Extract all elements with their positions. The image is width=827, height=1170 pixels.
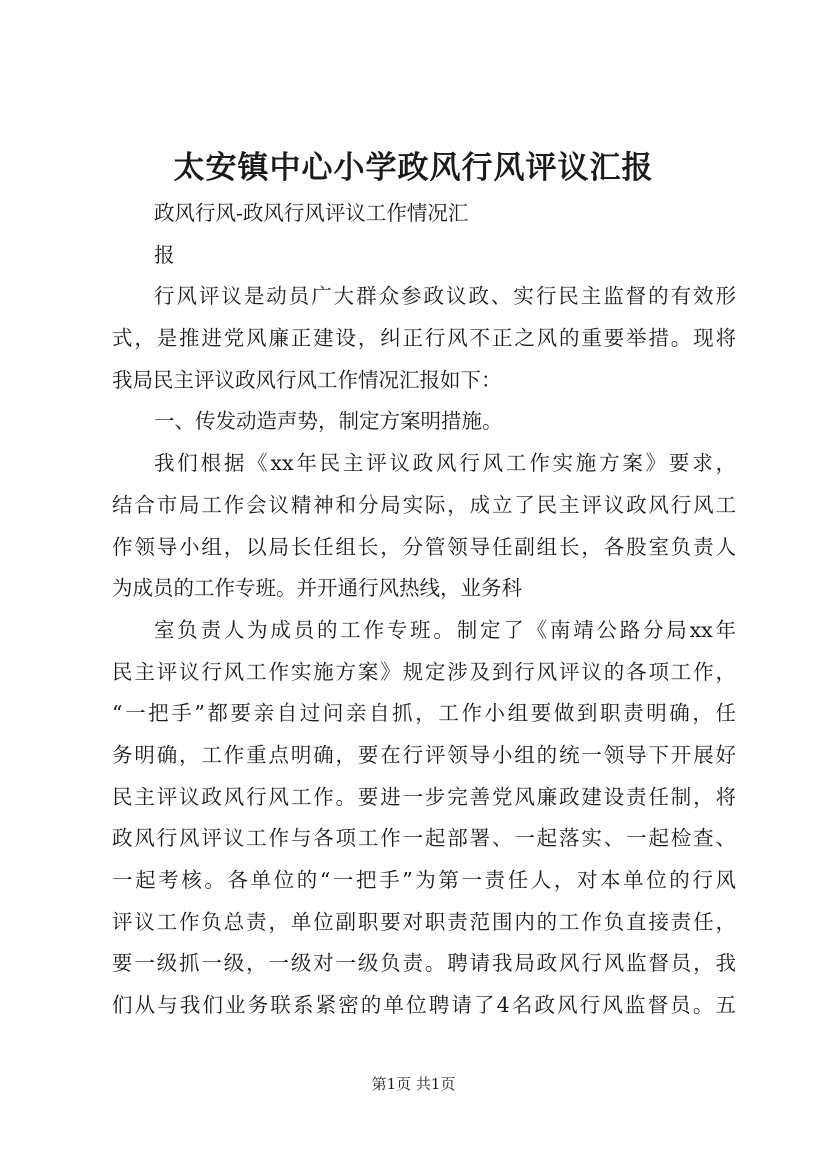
paragraph-line: 要一级抓一级，一级对一级负责。聘请我局政风行风监督员，我 — [112, 951, 736, 976]
paragraph-line: 民主评议政风行风工作。要进一步完善党风廉政建设责任制，将 — [112, 784, 736, 809]
paragraph-line: 我局民主评议政风行风工作情况汇报如下： — [112, 367, 502, 392]
paragraph-line: 政风行风-政风行风评议工作情况汇 — [154, 201, 469, 225]
paragraph-line: 式，是推进党风廉正建设，纠正行风不正之风的重要举措。现将 — [112, 326, 736, 351]
paragraph-line: 报 — [154, 242, 175, 267]
page-footer: 第1页 共1页 — [371, 1075, 456, 1093]
paragraph-line: “一把手”都要亲自过问亲自抓，工作小组要做到职责明确，任 — [112, 701, 736, 726]
section-heading: 一、传发动造声势，制定方案明措施。 — [154, 409, 503, 434]
paragraph-line: 民主评议行风工作实施方案》规定涉及到行风评议的各项工作， — [112, 659, 736, 684]
document-body — [112, 193, 736, 1027]
paragraph-line: 室负责人为成员的工作专班。制定了《南靖公路分局xx年 — [154, 617, 736, 642]
paragraph-line: 结合市局工作会议精神和分局实际，成立了民主评议政风行风工 — [112, 492, 736, 517]
paragraph-line: 作领导小组，以局长任组长，分管领导任副组长，各股室负责人 — [112, 534, 736, 559]
paragraph-line: 政风行风评议工作与各项工作一起部署、一起落实、一起检查、 — [112, 826, 736, 851]
paragraph-line: 我们根据《xx年民主评议政风行风工作实施方案》要求， — [154, 451, 736, 476]
paragraph-line: 一起考核。各单位的“一把手”为第一责任人，对本单位的行风 — [112, 868, 736, 892]
paragraph-line: 务明确，工作重点明确，要在行评领导小组的统一领导下开展好 — [112, 742, 736, 767]
paragraph-line: 们从与我们业务联系紧密的单位聘请了4名政风行风监督员。五 — [112, 993, 736, 1018]
paragraph-line: 行风评议是动员广大群众参政议政、实行民主监督的有效形 — [154, 284, 736, 309]
paragraph-line: 评议工作负总责，单位副职要对职责范围内的工作负直接责任， — [112, 909, 736, 934]
paragraph-line: 为成员的工作专班。并开通行风热线，业务科 — [112, 576, 522, 601]
document-title: 太安镇中心小学政风行风评议汇报 — [173, 150, 654, 186]
